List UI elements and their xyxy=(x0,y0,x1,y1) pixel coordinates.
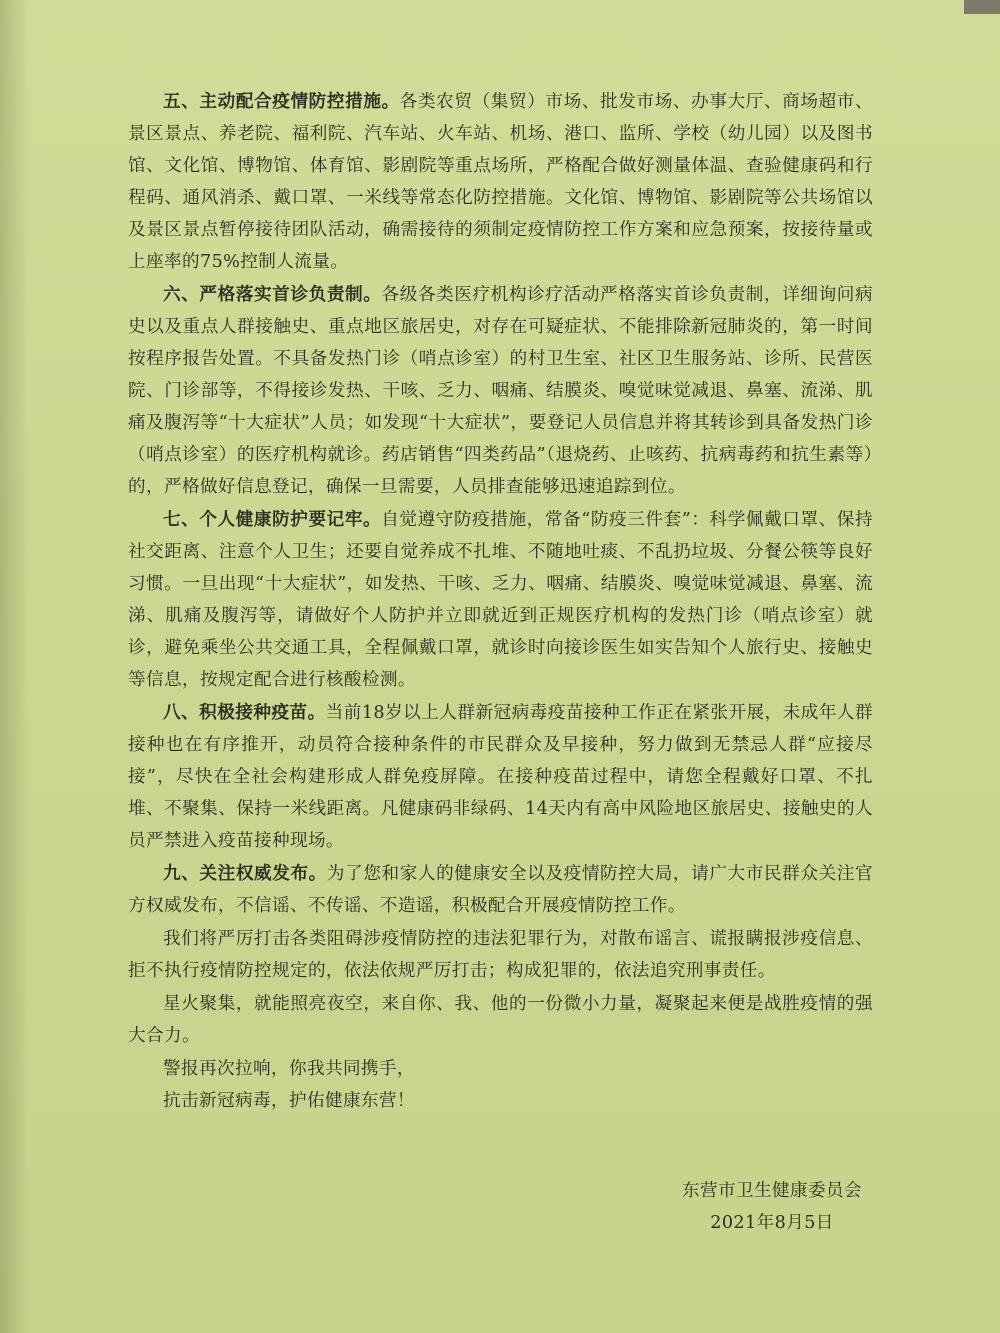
signature-block xyxy=(682,1175,862,1239)
signature-date: 2021年8月5日 xyxy=(710,1213,834,1233)
section-7 xyxy=(128,504,873,696)
section-8 xyxy=(128,697,873,857)
closing-paragraph-spark: 星火聚集，就能照亮夜空，来自你、我、他的一份微小力量，凝聚起来便是战胜疫情的强大合力。 xyxy=(128,994,873,1046)
section-7-body: 自觉遵守防疫措施，常备“防疫三件套”：科学佩戴口罩、保持社交距离、注意个人卫生；还要自觉养成不扎堆、不随地吐痰、不乱扔垃圾、分餐公筷等良好习惯。一旦出现“十大症状”，如发热、干咳、乏力、咽痛、结膜炎、嗅觉味觉减退、鼻塞、流涕、肌痛及腹泻等，请做好个人防护并立即就近到正规医疗机构的发热门诊（哨点诊室）就诊，避免乘坐公共交通工具，全程佩戴口罩，就诊时向接诊医生如实告知个人旅行史、接触史等信息，按规定配合进行核酸检测。 xyxy=(128,510,873,690)
section-5-body: 各类农贸（集贸）市场、批发市场、办事大厅、商场超市、景区景点、养老院、福利院、汽车站、火车站、机场、港口、监所、学校（幼儿园）以及图书馆、文化馆、博物馆、体育馆、影剧院等重点场所，严格配合做好测量体温、查验健康码和行程码、通风消杀、戴口罩、一米线等常态化防控措施。文化馆、博物馆、影剧院等公共场馆以及景区景点暂停接待团队活动，确需接待的须制定疫情防控工作方案和应急预案，按接待量或上座率的75%控制人流量。 xyxy=(128,92,874,272)
section-9 xyxy=(128,858,873,922)
section-7-heading: 七、个人健康防护要记牢。 xyxy=(163,509,382,530)
closing-paragraph-crackdown: 我们将严厉打击各类阻碍涉疫情防控的违法犯罪行为，对散布谣言、谎报瞒报涉疫信息、拒不执行疫情防控规定的，依法依规严厉打击；构成犯罪的，依法追究刑事责任。 xyxy=(128,929,873,981)
page-shadow xyxy=(0,0,30,1333)
section-5-heading: 五、主动配合疫情防控措施。 xyxy=(163,91,400,112)
document-body xyxy=(128,86,873,1117)
section-8-heading: 八、积极接种疫苗。 xyxy=(163,702,326,723)
signature-organization: 东营市卫生健康委员会 xyxy=(682,1181,862,1201)
slogan-line-1: 警报再次拉响，你我共同携手， xyxy=(163,1059,415,1079)
section-6 xyxy=(128,279,873,503)
section-8-body: 当前18岁以上人群新冠病毒疫苗接种工作正在紧张开展，未成年人群接种也在有序推开，动员符合接种条件的市民群众及早接种，努力做到无禁忌人群“应接尽接”，尽快在全社会构建形成人群免疫屏障。在接种疫苗过程中，请您全程戴好口罩、不扎堆、不聚集、保持一米线距离。凡健康码非绿码、14天内有高中风险地区旅居史、接触史的人员严禁进入疫苗接种现场。 xyxy=(128,703,873,851)
section-9-heading: 九、关注权威发布。 xyxy=(163,863,327,884)
section-5 xyxy=(128,86,873,278)
section-6-heading: 六、严格落实首诊负责制。 xyxy=(163,284,382,305)
section-6-body: 各级各类医疗机构诊疗活动严格落实首诊负责制，详细询问病史以及重点人群接触史、重点地区旅居史，对存在可疑症状、不能排除新冠肺炎的，第一时间按程序报告处置。不具备发热门诊（哨点诊室）的村卫生室、社区卫生服务站、诊所、民营医院、门诊部等，不得接诊发热、干咳、乏力、咽痛、结膜炎、嗅觉味觉减退、鼻塞、流涕、肌痛及腹泻等“十大症状”人员；如发现“十大症状”，要登记人员信息并将其转诊到具备发热门诊（哨点诊室）的医疗机构就诊。药店销售“四类药品”（退烧药、止咳药、抗病毒药和抗生素等）的，严格做好信息登记，确保一旦需要，人员排查能够迅速追踪到位。 xyxy=(128,285,873,497)
section-9-body: 为了您和家人的健康安全以及疫情防控大局，请广大市民群众关注官方权威发布，不信谣、不传谣、不造谣，积极配合开展疫情防控工作。 xyxy=(128,864,873,916)
background-corner xyxy=(964,0,1000,14)
slogan-line-2: 抗击新冠病毒，护佑健康东营！ xyxy=(163,1091,415,1111)
